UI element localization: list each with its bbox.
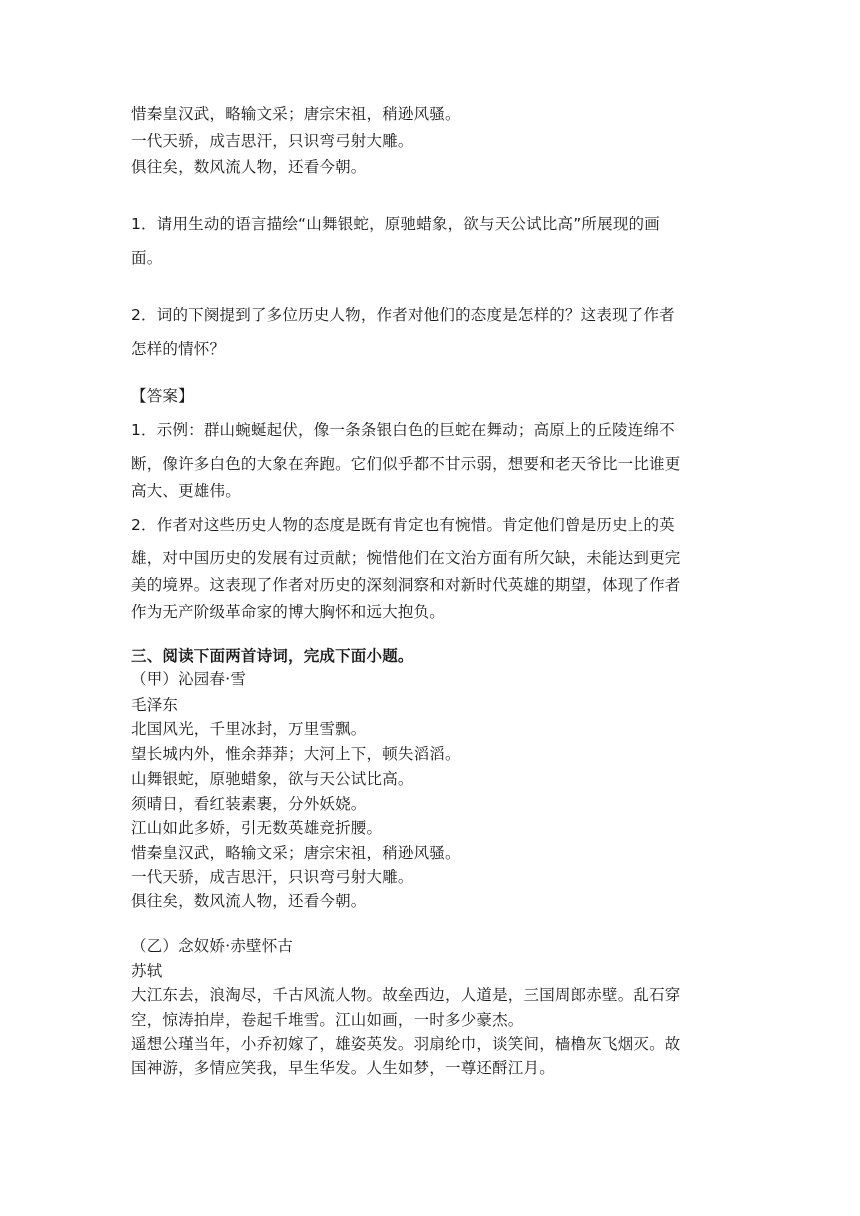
question-1-line: 1．请用生动的语言描绘“山舞银蛇，原驰蜡象，欲与天公试比高”所展现的画	[131, 215, 660, 233]
poem-line: 惜秦皇汉武，略输文采；唐宗宋祖，稍逊风骚。	[131, 105, 461, 123]
answer-1-line: 高大、更雄伟。	[131, 482, 241, 500]
poem-a-line: 须晴日，看红装素裹，分外妖娆。	[131, 795, 367, 813]
poem-b-title: （乙）念奴娇·赤壁怀古	[131, 937, 294, 955]
question-2-line: 怎样的情怀？	[131, 340, 226, 358]
poem-b-line: 大江东去，浪淘尽，千古风流人物。故垒西边，人道是，三国周郎赤壁。乱石穿	[131, 986, 681, 1004]
section-title: 三、阅读下面两首诗词，完成下面小题。	[131, 647, 414, 665]
answer-2-line: 美的境界。这表现了作者对历史的深刻洞察和对新时代英雄的期望，体现了作者	[131, 576, 681, 594]
poem-a-line: 俱往矣，数风流人物，还看今朝。	[131, 892, 367, 910]
question-1-line: 面。	[131, 249, 163, 267]
poem-b-line: 国神游，多情应笑我，早生华发。人生如梦，一尊还酹江月。	[131, 1059, 555, 1077]
poem-a-line: 惜秦皇汉武，略输文采；唐宗宋祖，稍逊风骚。	[131, 844, 461, 862]
answer-1-line: 断，像许多白色的大象在奔跑。它们似乎都不甘示弱，想要和老天爷比一比谁更	[131, 455, 681, 473]
answer-2-line: 雄，对中国历史的发展有过贡献；惋惜他们在文治方面有所欠缺，未能达到更完	[131, 549, 681, 567]
answer-2-line: 作为无产阶级革命家的博大胸怀和远大抱负。	[131, 603, 446, 621]
answer-1-line: 1．示例：群山蜿蜒起伏，像一条条银白色的巨蛇在舞动；高原上的丘陵连绵不	[131, 421, 675, 439]
poem-line: 一代天骄，成吉思汗，只识弯弓射大雕。	[131, 132, 414, 150]
poem-a-line: 一代天骄，成吉思汗，只识弯弓射大雕。	[131, 868, 414, 886]
poem-a-line: 北国风光，千里冰封，万里雪飘。	[131, 720, 367, 738]
poem-a-line: 江山如此多娇，引无数英雄竞折腰。	[131, 819, 383, 837]
poem-a-line: 山舞银蛇，原驰蜡象，欲与天公试比高。	[131, 770, 414, 788]
poem-line: 俱往矣，数风流人物，还看今朝。	[131, 158, 367, 176]
question-2-line: 2．词的下阕提到了多位历史人物，作者对他们的态度是怎样的？这表现了作者	[131, 306, 675, 324]
answer-heading: 【答案】	[131, 387, 194, 405]
poem-b-line: 空，惊涛拍岸，卷起千堆雪。江山如画，一时多少豪杰。	[131, 1011, 524, 1029]
poem-a-title: （甲）沁园春·雪	[131, 670, 247, 688]
poem-b-line: 遥想公瑾当年，小乔初嫁了，雄姿英发。羽扇纶巾，谈笑间，樯橹灰飞烟灭。故	[131, 1035, 681, 1053]
poem-b-author: 苏轼	[131, 962, 163, 980]
answer-2-line: 2．作者对这些历史人物的态度是既有肯定也有惋惜。肯定他们曾是历史上的英	[131, 516, 675, 534]
poem-a-line: 望长城内外，惟余莽莽；大河上下，顿失滔滔。	[131, 745, 461, 763]
poem-a-author: 毛泽东	[131, 696, 179, 714]
